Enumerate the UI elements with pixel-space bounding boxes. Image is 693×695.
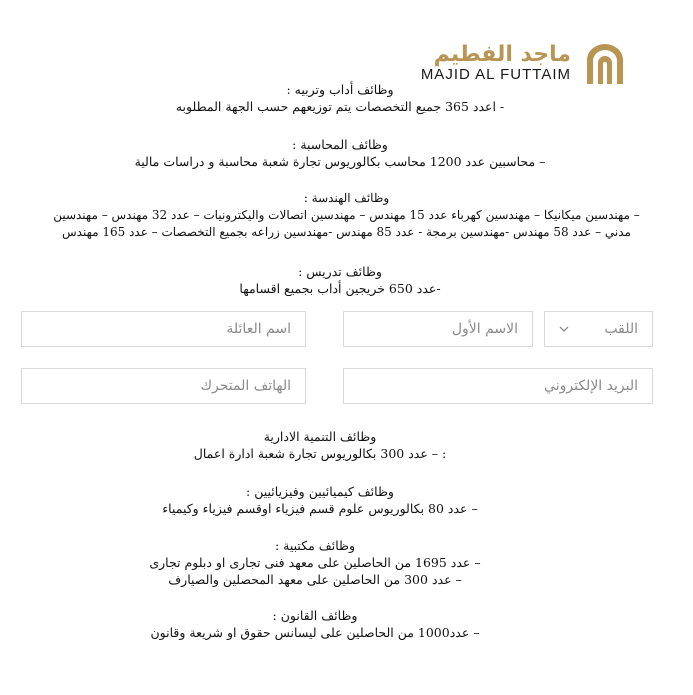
section-title: وظائف مكتبية : <box>275 538 355 553</box>
section-line: – عدد 300 من الحاصلين على معهد المحصلين والصيارف <box>168 572 462 587</box>
title-select[interactable] <box>544 311 653 347</box>
section-title: وظائف القانون : <box>272 608 358 623</box>
last-name-input[interactable] <box>21 311 306 347</box>
section-engineering <box>8 190 685 241</box>
email-input[interactable] <box>343 368 653 404</box>
section-line: – مهندسين ميكانيكا – مهندسين كهرباء عدد 15 مهندس – مهندسين اتصالات واليكترونيات – عدد 32 مهندس – مهندسين <box>53 208 640 222</box>
title-select-value: اللقب <box>604 321 638 337</box>
logo-arch-icon <box>583 44 627 84</box>
section-line: – عدد 80 بكالوريوس علوم قسم فيزياء اوقسم فيزياء وكيمياء <box>162 501 478 516</box>
logo-english-name: MAJID AL FUTTAIM <box>420 66 571 83</box>
mobile-placeholder: الهاتف المتحرك <box>200 378 291 394</box>
mobile-input[interactable] <box>21 368 306 404</box>
last-name-placeholder: اسم العائلة <box>226 321 291 337</box>
section-title: وظائف تدريس : <box>298 264 382 279</box>
section-line: مدني – عدد 58 مهندس -مهندسين برمجة - عدد 85 مهندس -مهندسين زراعه بجميع التخصصات – عدد 165 مهندس <box>62 225 631 239</box>
section-title: وظائف كيميائيين وفيزيائيين : <box>246 484 394 499</box>
section-title: وظائف التنمية الادارية <box>263 429 377 444</box>
section-line: : – عدد 300 بكالوريوس تجارة شعبة ادارة اعمال <box>193 446 447 461</box>
section-law <box>130 607 500 641</box>
section-accounting <box>110 136 570 170</box>
section-arts-education <box>160 81 520 115</box>
chevron-down-icon <box>559 324 569 334</box>
first-name-input[interactable] <box>343 311 533 347</box>
section-teaching <box>200 263 480 297</box>
section-title: وظائف أداب وتربيه : <box>286 82 394 97</box>
logo-arabic-name: ماجد الفطيم <box>433 42 571 67</box>
section-title: وظائف الهندسة : <box>303 191 390 205</box>
section-title: وظائف المحاسبة : <box>292 137 388 152</box>
section-line: - اعدد 365 جميع التخصصات يتم توزيعهم حسب الجهة المطلوبه <box>175 99 505 114</box>
section-line: – عدد 1695 من الحاصلين على معهد فنى تجارى او دبلوم تجارى <box>149 555 481 570</box>
first-name-placeholder: الاسم الأول <box>451 321 518 337</box>
section-chemists-physicists <box>140 483 500 517</box>
section-office-jobs <box>130 537 500 588</box>
section-admin-development <box>170 428 470 462</box>
section-line: -عدد 650 خريجين أداب بجميع اقسامها <box>239 281 441 296</box>
email-placeholder: البريد الإلكتروني <box>544 378 638 394</box>
section-line: – عدد1000 من الحاصلين على ليسانس حقوق او شريعة وقانون <box>150 625 480 640</box>
section-line: – محاسبين عدد 1200 محاسب بكالوريوس تجارة شعبة محاسبة و دراسات مالية <box>134 154 546 169</box>
